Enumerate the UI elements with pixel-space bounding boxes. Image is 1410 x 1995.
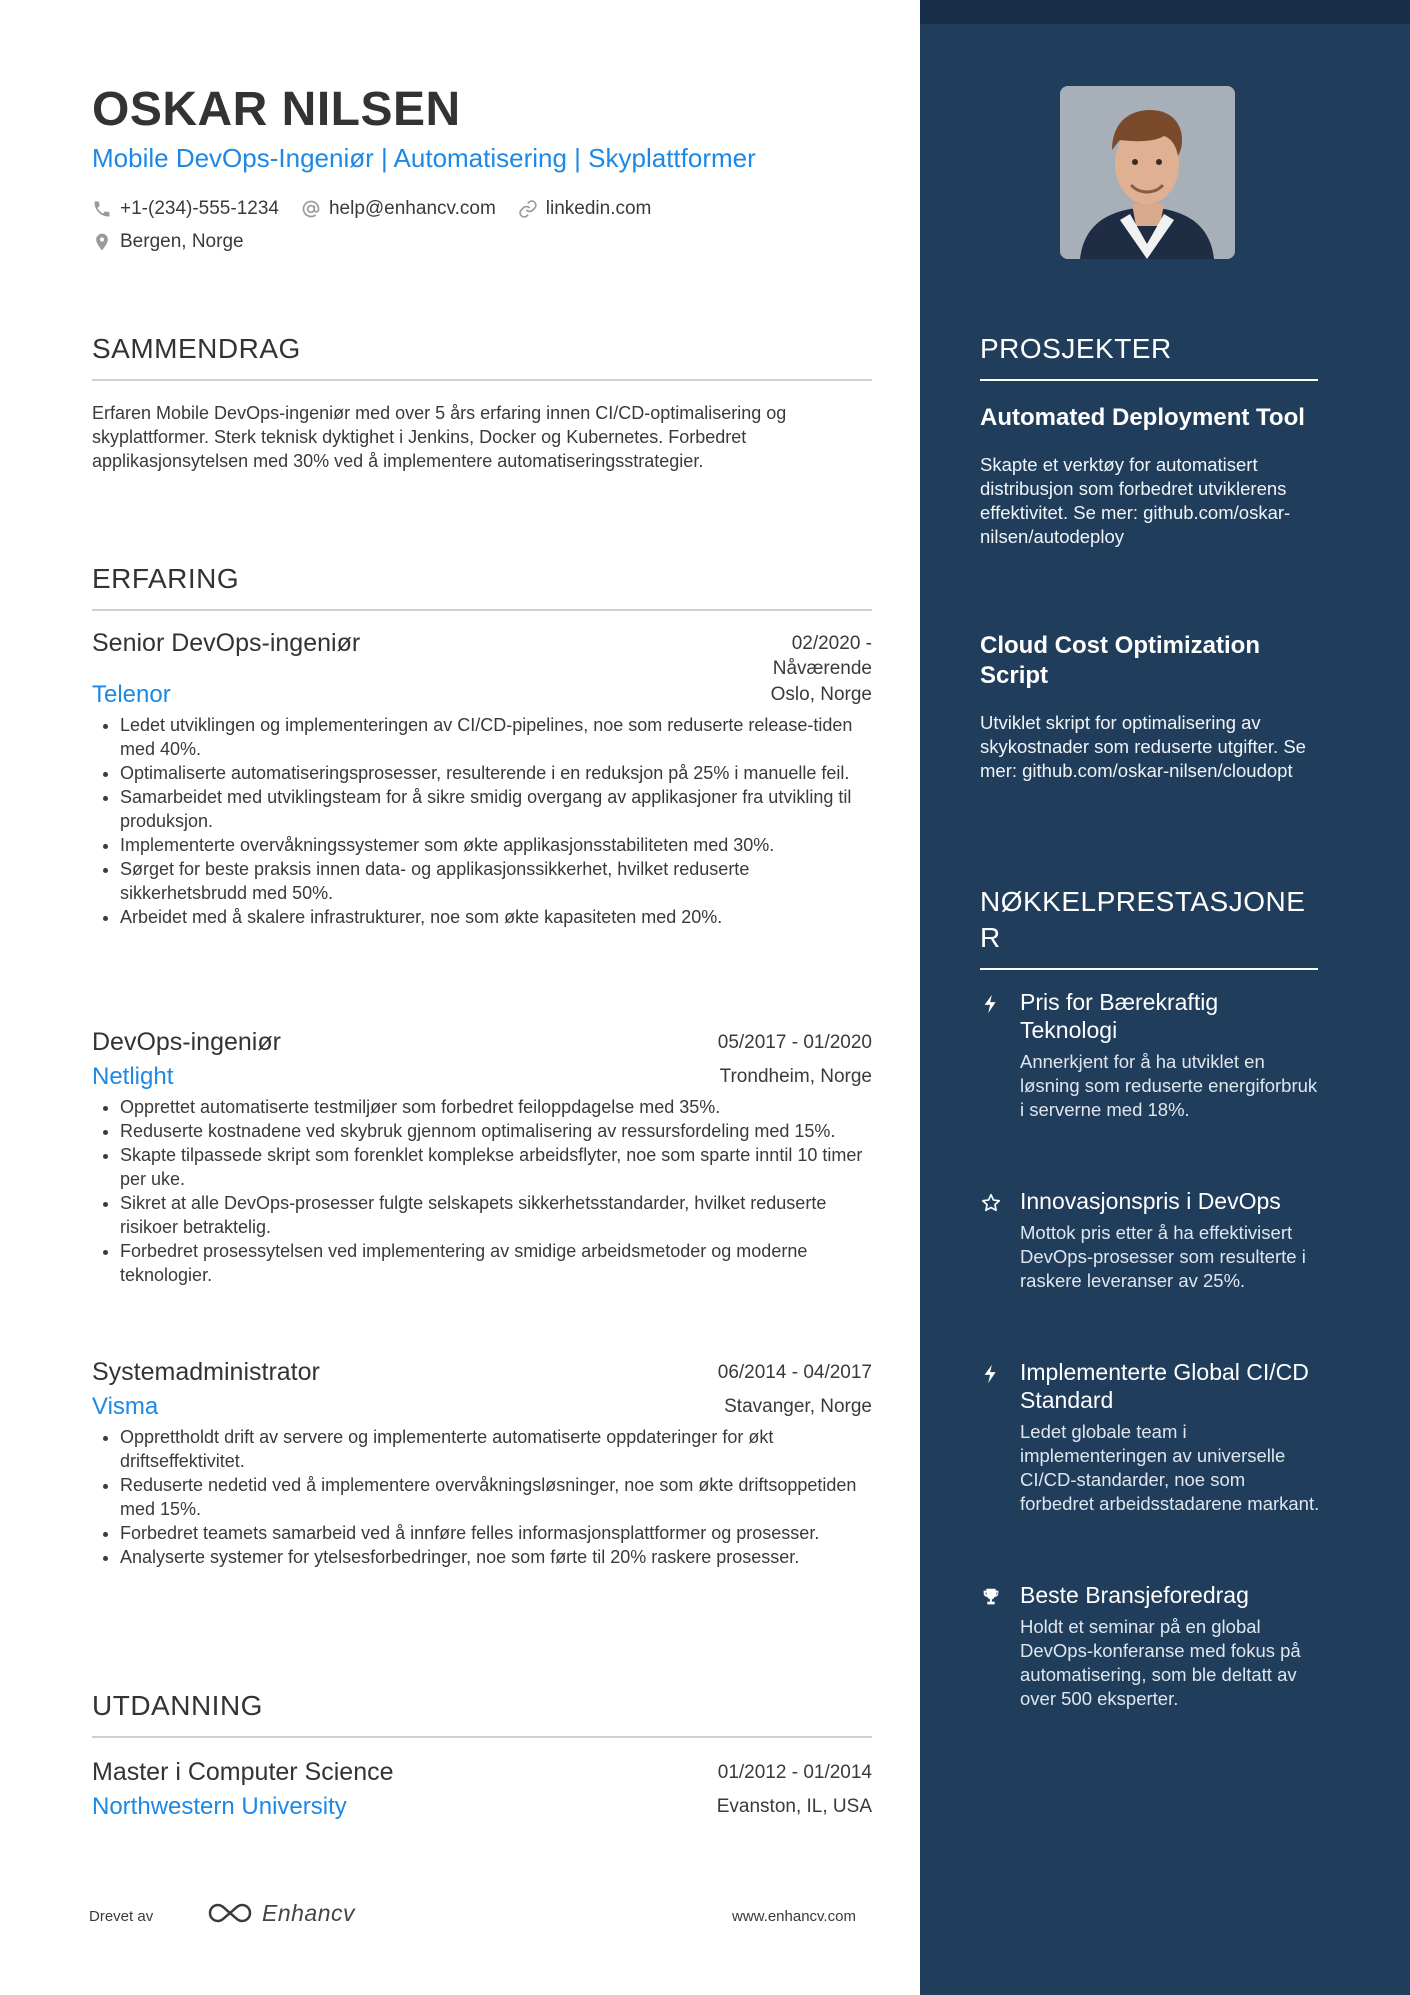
avatar — [1060, 86, 1235, 259]
education-location: Evanston, IL, USA — [716, 1796, 872, 1817]
trophy-icon — [980, 1586, 1002, 1608]
location-item — [92, 229, 244, 255]
bullet-item: • Forbedret prosessytelsen ved implementering av smidige arbeidsmetoder og moderne teknologier. — [120, 1239, 872, 1287]
bullet-item: • Samarbeidet med utviklingsteam for å sikre smidig overgang av applikasjoner fra utvikling til produksjon. — [120, 785, 872, 833]
achievement-title: Beste Bransjeforedrag — [1020, 1582, 1249, 1608]
projects-heading: PROSJEKTER — [980, 331, 1318, 381]
job-bullets — [92, 713, 872, 929]
job-date-end: Nåværende — [772, 658, 872, 679]
bullet-item: • Analyserte systemer for ytelsesforbedringer, noe som førte til 20% raskere prosesser. — [120, 1545, 872, 1569]
location-pin-icon — [92, 232, 112, 252]
location-text: Bergen, Norge — [120, 231, 244, 252]
achievement-item — [980, 1581, 1320, 1711]
email-text[interactable]: help@enhancv.com — [328, 198, 496, 219]
education-date: 01/2012 - 01/2014 — [717, 1762, 872, 1783]
project-desc: Skapte et verktøy for automatisert distribusjon som forbedret utviklerens effektivitet. Se mer: github.com/oskar-nilsen/autodeploy — [980, 454, 1291, 547]
job-title: Senior DevOps-ingeniør — [92, 629, 361, 657]
school-name: Northwestern University — [92, 1793, 347, 1820]
job-bullets — [92, 1425, 872, 1569]
bullet-item: • Implementerte overvåkningssystemer som økte applikasjonsstabiliteten med 30%. — [120, 833, 872, 857]
project-desc: Utviklet skript for optimalisering av skykostnader som reduserte utgifter. Se mer: github.com/oskar-nilsen/cloudopt — [980, 712, 1306, 781]
bullet-item: • Reduserte kostnadene ved skybruk gjennom optimalisering av ressursfordeling med 15%. — [120, 1119, 872, 1143]
at-icon — [301, 199, 321, 219]
project-title: Cloud Cost Optimization Script — [980, 632, 1260, 689]
job-entry — [92, 628, 872, 929]
bullet-item: • Forbedret teamets samarbeid ved å innføre felles informasjonsplattformer og prosesser. — [120, 1521, 872, 1545]
linkedin-text[interactable]: linkedin.com — [545, 198, 652, 219]
job-title: DevOps-ingeniør — [92, 1028, 281, 1056]
job-entry — [92, 1027, 872, 1287]
achievement-title: Implementerte Global CI/CD Standard — [1020, 1359, 1309, 1413]
job-date: 06/2014 - 04/2017 — [717, 1362, 872, 1383]
summary-heading: SAMMENDRAG — [92, 331, 872, 381]
achievement-desc: Ledet globale team i implementeringen av universelle CI/CD-standarder, noe som forbedret arbeidsstadarene markant. — [1020, 1421, 1320, 1514]
achievement-title: Innovasjonspris i DevOps — [1020, 1188, 1281, 1214]
contact-phone — [92, 196, 279, 222]
job-location: Stavanger, Norge — [724, 1396, 872, 1417]
bullet-item: • Sørget for beste praksis innen data- og applikasjonssikkerhet, hvilket reduserte sikkerhetsbrudd med 50%. — [120, 857, 872, 905]
bullet-item: • Ledet utviklingen og implementeringen av CI/CD-pipelines, noe som reduserte release-tiden med 40%. — [120, 713, 872, 761]
summary-text: Erfaren Mobile DevOps-ingeniør med over 5 års erfaring innen CI/CD-optimalisering og skyplattformer. Sterk teknisk dyktighet i Jenkins, Docker og Kubernetes. Forbedret applikasjonsytelsen med 30% ved å implementere automatiseringsstrategier. — [92, 403, 787, 471]
link-icon — [518, 199, 538, 219]
job-location: Trondheim, Norge — [719, 1066, 872, 1087]
job-title: Systemadministrator — [92, 1358, 320, 1386]
star-icon — [980, 1192, 1002, 1214]
project-title: Automated Deployment Tool — [980, 404, 1305, 431]
education-heading: UTDANNING — [92, 1688, 872, 1738]
job-date — [773, 628, 872, 681]
project-item — [980, 631, 1318, 783]
achievements-heading: NØKKELPRESTASJONER — [980, 884, 1318, 970]
bolt-icon — [980, 1363, 1002, 1385]
phone-icon — [92, 199, 112, 219]
company-name: Visma — [92, 1393, 159, 1420]
sidebar-top-strip — [920, 0, 1410, 24]
job-bullets — [92, 1095, 872, 1287]
contact-linkedin — [518, 196, 652, 222]
company-name: Netlight — [92, 1063, 174, 1090]
achievement-desc: Holdt et seminar på en global DevOps-konferanse med fokus på automatisering, som ble deltatt av over 500 eksperter. — [1020, 1616, 1301, 1709]
enhancv-brand-text: Enhancv — [262, 1900, 356, 1926]
job-entry — [92, 1357, 872, 1569]
achievement-title: Pris for Bærekraftig Teknologi — [1020, 989, 1219, 1043]
contact-row — [92, 196, 673, 222]
company-name: Telenor — [92, 681, 171, 708]
experience-heading: ERFARING — [92, 561, 872, 611]
bullet-item: • Arbeidet med å skalere infrastrukturer, noe som økte kapasiteten med 20%. — [120, 905, 872, 929]
degree-title: Master i Computer Science — [92, 1758, 394, 1786]
enhancv-logo-icon — [206, 1900, 254, 1926]
bullet-item: • Opprettet automatiserte testmiljøer som forbedret feiloppdagelse med 35%. — [120, 1095, 872, 1119]
enhancv-logo[interactable] — [206, 1900, 355, 1926]
bullet-item: • Opprettholdt drift av servere og implementerte automatiserte oppdateringer for økt driftseffektivitet. — [120, 1425, 872, 1473]
achievement-item — [980, 1358, 1320, 1516]
job-tagline: Mobile DevOps-Ingeniør | Automatisering | Skyplattformer — [92, 143, 756, 173]
bullet-item: • Sikret at alle DevOps-prosesser fulgte selskapets sikkerhetsstandarder, hvilket reduserte risikoer betraktelig. — [120, 1191, 872, 1239]
achievement-desc: Annerkjent for å ha utviklet en løsning som reduserte energiforbruk i serverne med 18%. — [1020, 1051, 1318, 1120]
bullet-item: • Skapte tilpassede skript som forenklet komplekse arbeidsflyter, noe som sparte inntil 10 timer per uke. — [120, 1143, 872, 1191]
achievement-item — [980, 1187, 1320, 1293]
bolt-icon — [980, 993, 1002, 1015]
bullet-item: • Optimaliserte automatiseringsprosesser, resulterende i en reduksjon på 25% i manuelle feil. — [120, 761, 872, 785]
project-item — [980, 403, 1318, 549]
job-date-start: 02/2020 - — [791, 633, 872, 654]
phone-text[interactable]: +1-(234)-555-1234 — [120, 198, 279, 219]
job-date: 05/2017 - 01/2020 — [717, 1032, 872, 1053]
contact-email — [301, 196, 496, 222]
footer-url[interactable]: www.enhancv.com — [732, 1908, 856, 1925]
achievement-desc: Mottok pris etter å ha effektivisert DevOps-prosesser som resulterte i raskere leveranser av 25%. — [1020, 1222, 1306, 1291]
profile-photo — [1060, 86, 1235, 259]
contact-location — [92, 229, 266, 255]
bullet-item: • Reduserte nedetid ved å implementere overvåkningsløsninger, noe som økte driftsoppetiden med 15%. — [120, 1473, 872, 1521]
powered-by-label: Drevet av — [89, 1908, 154, 1925]
job-location: Oslo, Norge — [770, 684, 872, 705]
candidate-name: OSKAR NILSEN — [92, 83, 461, 136]
education-entry — [92, 1757, 872, 1823]
achievement-item — [980, 988, 1320, 1122]
